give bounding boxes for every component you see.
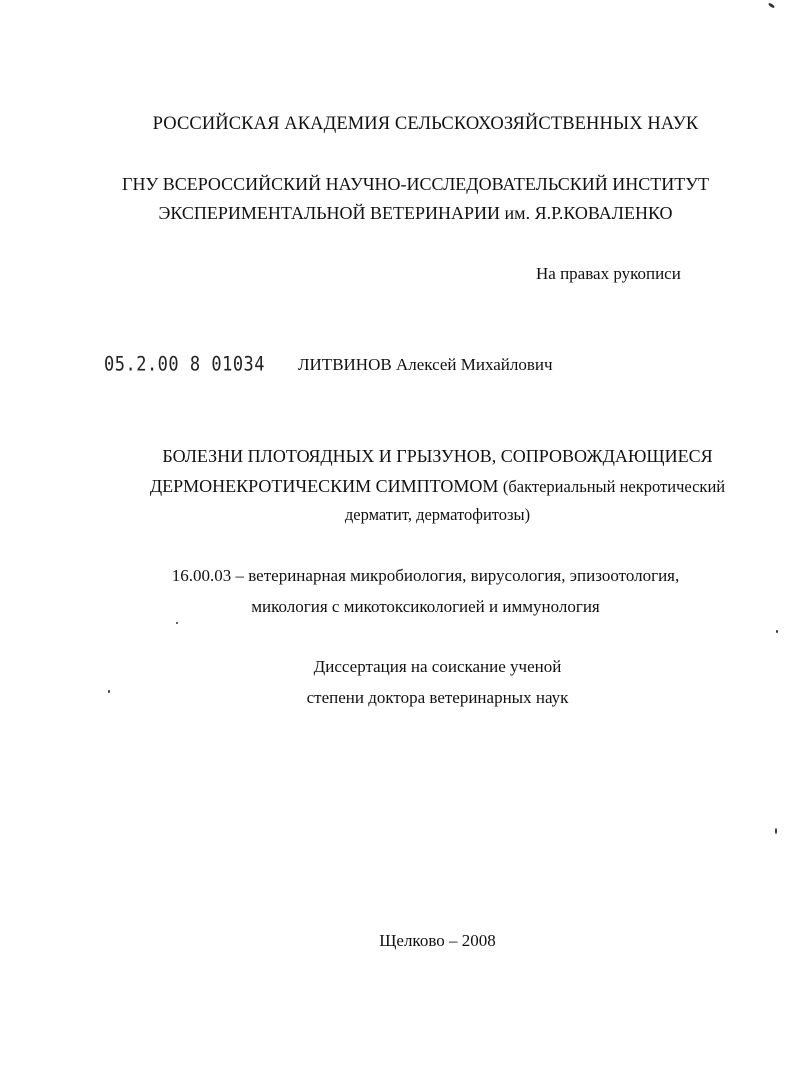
dissertation-title-line3: дерматит, дерматофитозы) [344,505,531,524]
dissertation-type-line1: Диссертация на соискание ученой [313,657,562,676]
institute-name-line1: ГНУ ВСЕРОССИЙСКИЙ НАУЧНО-ИССЛЕДОВАТЕЛЬСКИЙ ИНСТИТУТ [122,174,709,194]
scan-speck-right1 [776,630,778,633]
scan-speck-mid-left [176,622,178,624]
title-line2-caps: ДЕРМОНЕКРОТИЧЕСКИМ СИМПТОМОМ [149,476,499,496]
place-and-year: Щелково – 2008 [379,931,496,950]
scan-speck-left [108,690,110,693]
dissertation-title-line2 [42,475,791,498]
registration-stamp-code: 05.2.00 8 01034 [104,353,266,377]
manuscript-note: На правах рукописи [536,264,681,283]
academy-name: РОССИЙСКАЯ АКАДЕМИЯ СЕЛЬСКОХОЗЯЙСТВЕННЫХ НАУК [152,114,699,134]
institute-name-line2: ЭКСПЕРИМЕНТАЛЬНОЙ ВЕТЕРИНАРИИ им. Я.Р.КОВАЛЕНКО [158,203,673,223]
dissertation-title-line1: БОЛЕЗНИ ПЛОТОЯДНЫХ И ГРЫЗУНОВ, СОПРОВОЖДАЮЩИЕСЯ [162,446,713,466]
dissertation-type-line2: степени доктора ветеринарных наук [306,688,569,707]
title-line2-subtitle: (бактериальный некротический [502,477,726,496]
scan-speck-right2 [775,828,777,834]
specialty-line2: микология с микотоксикологией и иммунология [251,597,600,616]
scan-speck-top-right [768,2,775,8]
specialty-line1: 16.00.03 – ветеринарная микробиология, вирусология, эпизоотология, [171,566,680,585]
author-name: ЛИТВИНОВ Алексей Михайлович [298,355,553,374]
